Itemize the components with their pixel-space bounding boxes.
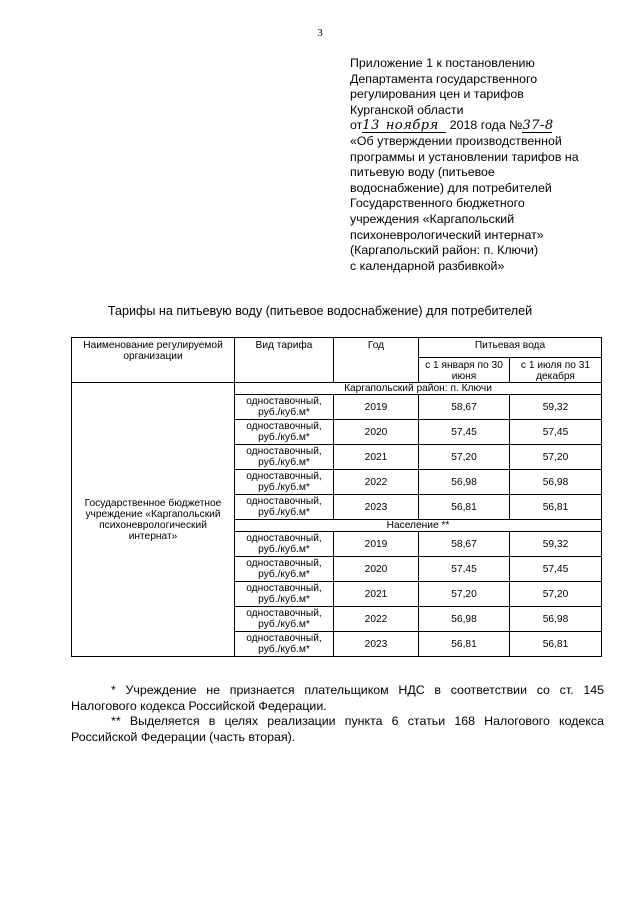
- period-1-value: 56,98: [419, 607, 510, 632]
- page-number: 3: [317, 27, 323, 39]
- date-year-text: 2018 года №: [449, 118, 523, 133]
- organization-cell: Государственное бюджетное учреждение «Каргапольский психоневрологический интернат»: [72, 383, 235, 657]
- table-title: Тарифы на питьевую воду (питьевое водоснабжение) для потребителей: [107, 304, 533, 318]
- year-cell: 2020: [334, 557, 419, 582]
- footnote-population: ** Выделяется в целях реализации пункта 6 статьи 168 Налогового кодекса Российской Федерации (часть вторая).: [71, 714, 604, 744]
- period-2-value: 57,45: [510, 420, 602, 445]
- header-year: Год: [334, 338, 419, 383]
- period-1-value: 57,20: [419, 582, 510, 607]
- tariff-type-cell: одноставочный, руб./куб.м*: [235, 557, 334, 582]
- tariff-type-cell: одноставочный, руб./куб.м*: [235, 495, 334, 520]
- date-month-handwritten: ноября: [378, 119, 446, 133]
- tariff-table: [71, 337, 602, 657]
- period-2-value: 57,20: [510, 582, 602, 607]
- year-cell: 2023: [334, 495, 419, 520]
- period-2-value: 56,98: [510, 607, 602, 632]
- period-1-value: 58,67: [419, 532, 510, 557]
- appendix-title-line: программы и установлении тарифов на: [350, 149, 579, 164]
- appendix-title-line: учреждения «Каргапольский: [350, 211, 515, 226]
- footnote-vat: * Учреждение не признается плательщиком НДС в соответствии со ст. 145 Налогового кодекса Российской Федерации.: [71, 683, 604, 713]
- appendix-line: Курганской области: [350, 102, 464, 117]
- period-1-value: 56,81: [419, 632, 510, 657]
- header-org: Наименование регулируемой организации: [72, 338, 235, 383]
- period-1-value: 57,20: [419, 445, 510, 470]
- tariff-type-cell: одноставочный, руб./куб.м*: [235, 632, 334, 657]
- period-1-value: 57,45: [419, 557, 510, 582]
- tariff-type-cell: одноставочный, руб./куб.м*: [235, 420, 334, 445]
- tariff-type-cell: одноставочный, руб./куб.м*: [235, 607, 334, 632]
- period-1-value: 57,45: [419, 420, 510, 445]
- appendix-line: Департамента государственного: [350, 71, 538, 86]
- date-prefix: от: [350, 118, 363, 133]
- footnotes: [71, 683, 604, 745]
- period-1-value: 58,67: [419, 395, 510, 420]
- year-cell: 2020: [334, 420, 419, 445]
- header-tariff-type: Вид тарифа: [235, 338, 334, 383]
- appendix-date-line: [350, 118, 610, 134]
- appendix-title-line: (Каргапольский район: п. Ключи): [350, 243, 539, 258]
- period-2-value: 57,20: [510, 445, 602, 470]
- year-cell: 2019: [334, 532, 419, 557]
- appendix-block: [350, 56, 610, 274]
- doc-number-handwritten: 37-8: [522, 118, 554, 134]
- tariff-type-cell: одноставочный, руб./куб.м*: [235, 582, 334, 607]
- period-1-value: 56,81: [419, 495, 510, 520]
- date-day-handwritten: 13: [362, 118, 380, 134]
- year-cell: 2021: [334, 445, 419, 470]
- tariff-type-cell: одноставочный, руб./куб.м*: [235, 395, 334, 420]
- appendix-title-line: водоснабжение) для потребителей: [350, 180, 552, 195]
- appendix-title-line: с календарной разбивкой»: [350, 258, 505, 273]
- header-period-2: с 1 июля по 31 декабря: [510, 358, 602, 383]
- year-cell: 2021: [334, 582, 419, 607]
- tariff-type-cell: одноставочный, руб./куб.м*: [235, 532, 334, 557]
- tariff-type-cell: одноставочный, руб./куб.м*: [235, 470, 334, 495]
- period-1-value: 56,98: [419, 470, 510, 495]
- appendix-title-line: Государственного бюджетного: [350, 196, 525, 211]
- year-cell: 2019: [334, 395, 419, 420]
- year-cell: 2022: [334, 470, 419, 495]
- period-2-value: 59,32: [510, 532, 602, 557]
- year-cell: 2022: [334, 607, 419, 632]
- appendix-title-line: питьевую воду (питьевое: [350, 165, 495, 180]
- appendix-line: регулирования цен и тарифов: [350, 87, 524, 102]
- appendix-title-line: психоневрологический интернат»: [350, 227, 544, 242]
- period-2-value: 56,81: [510, 495, 602, 520]
- section-title: Население **: [235, 520, 602, 532]
- appendix-line: Приложение 1 к постановлению: [350, 56, 535, 70]
- section-title: Каргапольский район: п. Ключи: [235, 383, 602, 395]
- period-2-value: 56,81: [510, 632, 602, 657]
- tariff-type-cell: одноставочный, руб./куб.м*: [235, 445, 334, 470]
- period-2-value: 59,32: [510, 395, 602, 420]
- header-water: Питьевая вода: [419, 338, 602, 358]
- period-2-value: 56,98: [510, 470, 602, 495]
- year-cell: 2023: [334, 632, 419, 657]
- period-2-value: 57,45: [510, 557, 602, 582]
- header-period-1: с 1 января по 30 июня: [419, 358, 510, 383]
- appendix-title-line: «Об утверждении производственной: [350, 133, 562, 148]
